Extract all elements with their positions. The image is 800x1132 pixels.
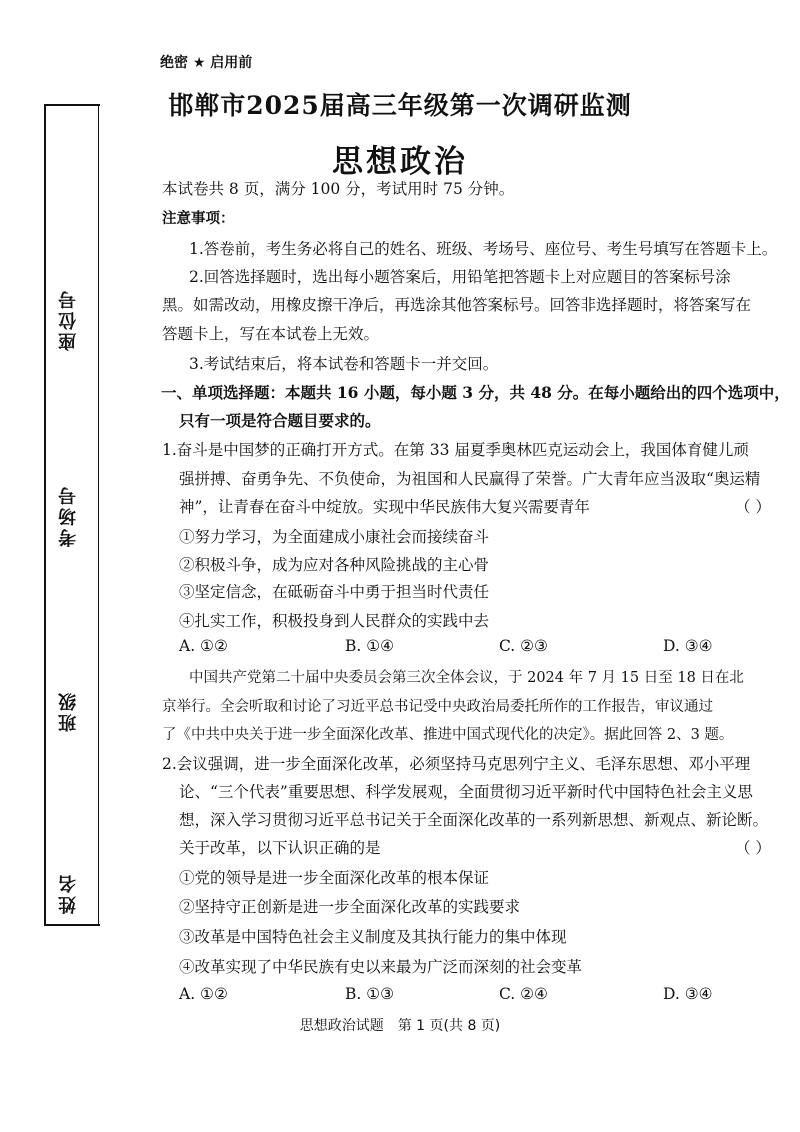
seat-number-field-label: 座位号 xyxy=(58,288,79,351)
question-1-option-d: D. ③④ xyxy=(663,637,713,655)
question-1-option-a: A. ①② xyxy=(179,637,228,655)
question-1-option-c: C. ②③ xyxy=(499,637,548,655)
question-1-option-b: B. ①④ xyxy=(345,637,395,655)
question-2-statement-3: ③改革是中国特色社会主义制度及其执行能力的集中体现 xyxy=(179,928,567,946)
question-1-statement-1: ①努力学习，为全面建成小康社会而接续奋斗 xyxy=(179,528,490,546)
strip-top-border xyxy=(44,104,100,106)
confidential-label: 绝密 ★ 启用前 xyxy=(160,55,253,71)
name-field-label: 姓名 xyxy=(58,872,79,914)
question-2-stem-line-3: 想，深入学习贯彻习近平总书记关于全面深化改革的一系列新思想、新观点、新论断。 xyxy=(179,811,769,829)
question-2-statement-1: ①党的领导是进一步全面深化改革的根本保证 xyxy=(179,869,490,887)
question-1-statement-3: ③坚定信念，在砥砺奋斗中勇于担当时代责任 xyxy=(179,583,490,601)
question-1-statement-2: ②积极斗争，成为应对各种风险挑战的主心骨 xyxy=(179,556,490,574)
question-2-option-a: A. ①② xyxy=(179,985,228,1003)
exam-room-field-label: 考场号 xyxy=(58,484,79,547)
strip-left-border xyxy=(44,104,46,926)
question-1-stem-line-3: 神”，让青春在奋斗中绽放。实现中华民族伟大复兴需要青年 xyxy=(179,498,590,516)
question-2-statement-2: ②坚持守正创新是进一步全面深化改革的实践要求 xyxy=(179,898,521,916)
question-2-statement-4: ④改革实现了中华民族有史以来最为广泛而深刻的社会变革 xyxy=(179,958,583,976)
question-1-statement-4: ④扎实工作，积极投身到人民群众的实践中去 xyxy=(179,612,490,630)
notice-item-2-cont: 黑。如需改动，用橡皮擦干净后，再选涂其他答案标号。回答非选择题时，将答案写在 xyxy=(162,296,752,314)
class-field-label: 班级 xyxy=(58,690,79,732)
answer-blank: （ ） xyxy=(735,498,771,516)
section-heading: 一、单项选择题：本题共 16 小题，每小题 3 分，共 48 分。在每小题给出的四个选项中， xyxy=(161,383,790,402)
material-paragraph-line-3: 了《中共中央关于进一步全面深化改革、推进中国式现代化的决定》。据此回答 2、3 题。 xyxy=(162,727,734,743)
question-2-option-c: C. ②④ xyxy=(499,985,548,1003)
exam-summary: 本试卷共 8 页，满分 100 分，考试用时 75 分钟。 xyxy=(162,180,515,198)
question-2-option-d: D. ③④ xyxy=(663,985,713,1003)
question-2-stem-line-4: 关于改革，以下认识正确的是 xyxy=(179,839,381,857)
material-paragraph: 中国共产党第二十届中央委员会第三次全体会议，于 2024 年 7 月 15 日至 18 日在北 xyxy=(189,670,744,686)
question-2-option-b: B. ①③ xyxy=(345,985,395,1003)
notice-item-3: 3.考试结束后，将本试卷和答题卡一并交回。 xyxy=(189,355,499,373)
question-1-stem-line-2: 强拼搏、奋勇争先、不负使命，为祖国和人民赢得了荣誉。广大青年应当汲取“奥运精 xyxy=(179,470,761,488)
page-footer: 思想政治试题 第 1 页(共 8 页) xyxy=(299,1018,501,1034)
material-paragraph-line-2: 京举行。全会听取和讨论了习近平总书记受中央政治局委托所作的工作报告，审议通过 xyxy=(162,699,713,715)
strip-bottom-border xyxy=(44,924,100,926)
notice-item-2-end: 答题卡上，写在本试卷上无效。 xyxy=(162,325,380,343)
notice-item-1: 1.答卷前，考生务必将自己的姓名、班级、考场号、座位号、考生号填写在答题卡上。 xyxy=(189,240,778,258)
exam-title: 邯郸市2025届高三年级第一次调研监测 xyxy=(168,91,632,120)
strip-right-border xyxy=(98,104,99,926)
notice-heading: 注意事项： xyxy=(162,211,235,227)
subject-title: 思想政治 xyxy=(332,144,468,180)
question-1-stem: 1.奋斗是中国梦的正确打开方式。在第 33 届夏季奥林匹克运动会上，我国体育健儿顽 xyxy=(162,441,749,459)
question-2-stem-line-2: 论、“三个代表”重要思想、科学发展观，全面贯彻习近平新时代中国特色社会主义思 xyxy=(179,783,753,801)
notice-item-2: 2.回答选择题时，选出每小题答案后，用铅笔把答题卡上对应题目的答案标号涂 xyxy=(189,268,731,286)
section-heading-cont: 只有一项是符合题目要求的。 xyxy=(179,411,381,430)
answer-blank: （ ） xyxy=(735,839,771,857)
question-2-stem: 2.会议强调，进一步全面深化改革，必须坚持马克思列宁主义、毛泽东思想、邓小平理 xyxy=(162,755,751,773)
